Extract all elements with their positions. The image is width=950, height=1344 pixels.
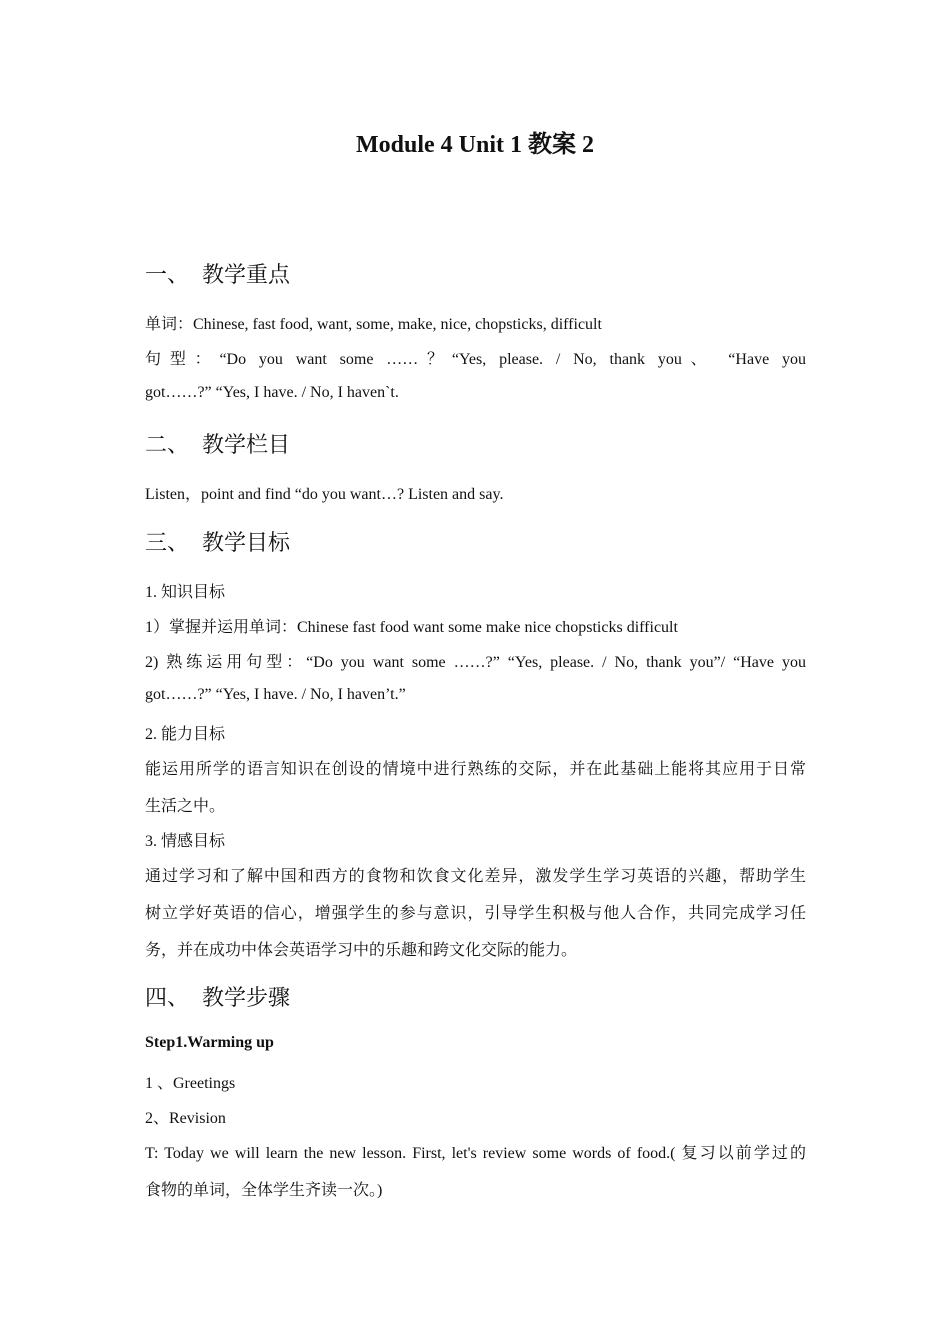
section-number: 三、 bbox=[145, 530, 190, 555]
section-label: 教学栏目 bbox=[202, 432, 291, 457]
ability-goal-title: 2. 能力目标 bbox=[145, 726, 226, 743]
section-number: 四、 bbox=[145, 985, 190, 1010]
sentence-patterns-line-cont: got……?” “Yes, I have. / No, I haven`t. bbox=[145, 384, 399, 401]
sentence-patterns-line: 句型：“Do you want some ……？“Yes, please. / No, thank you、 “Have you bbox=[145, 351, 806, 368]
section-label: 教学重点 bbox=[202, 262, 291, 287]
section-heading-1 bbox=[145, 258, 290, 289]
teacher-speech: T: Today we will learn the new lesson. First, let's review some words of food.( 复习以前学过的 bbox=[145, 1145, 806, 1162]
section-number: 一、 bbox=[145, 262, 190, 287]
section-label: 教学步骤 bbox=[202, 985, 291, 1010]
ability-goal-text: 能运用所学的语言知识在创设的情境中进行熟练的交际，并在此基础上能将其应用于日常 bbox=[145, 761, 806, 778]
section-number: 二、 bbox=[145, 432, 190, 457]
ability-goal-text-cont: 生活之中。 bbox=[145, 798, 226, 815]
teacher-speech-cont: 食物的单词，全体学生齐读一次。) bbox=[145, 1182, 383, 1199]
section-label: 教学目标 bbox=[202, 530, 291, 555]
key-words-line: 单词：Chinese, fast food, want, some, make, nice, chopsticks, difficult bbox=[145, 316, 602, 333]
revision-item: 2、Revision bbox=[145, 1110, 226, 1127]
section-heading-4 bbox=[145, 981, 290, 1012]
emotion-goal-text: 通过学习和了解中国和西方的食物和饮食文化差异，激发学生学习英语的兴趣，帮助学生 bbox=[145, 868, 806, 885]
knowledge-goal-title: 1. 知识目标 bbox=[145, 584, 226, 601]
knowledge-goal-item-2-cont: got……?” “Yes, I have. / No, I haven’t.” bbox=[145, 686, 406, 703]
document-title: Module 4 Unit 1 教案 2 bbox=[355, 132, 594, 158]
step1-heading: Step1.Warming up bbox=[145, 1034, 274, 1051]
teaching-column-content: Listen，point and find “do you want…? Listen and say. bbox=[145, 486, 504, 503]
emotion-goal-text-cont: 树立学好英语的信心，增强学生的参与意识，引导学生积极与他人合作，共同完成学习任 bbox=[145, 905, 806, 922]
section-heading-2 bbox=[145, 428, 290, 459]
section-heading-3 bbox=[145, 526, 290, 557]
knowledge-goal-item-2: 2) 熟练运用句型：“Do you want some ……?” “Yes, please. / No, thank you”/ “Have you bbox=[145, 654, 806, 671]
emotion-goal-text-end: 务，并在成功中体会英语学习中的乐趣和跨文化交际的能力。 bbox=[145, 942, 578, 959]
greetings-item: 1 、Greetings bbox=[145, 1075, 236, 1092]
emotion-goal-title: 3. 情感目标 bbox=[145, 833, 226, 850]
knowledge-goal-item-1: 1）掌握并运用单词：Chinese fast food want some make nice chopsticks difficult bbox=[145, 619, 678, 636]
